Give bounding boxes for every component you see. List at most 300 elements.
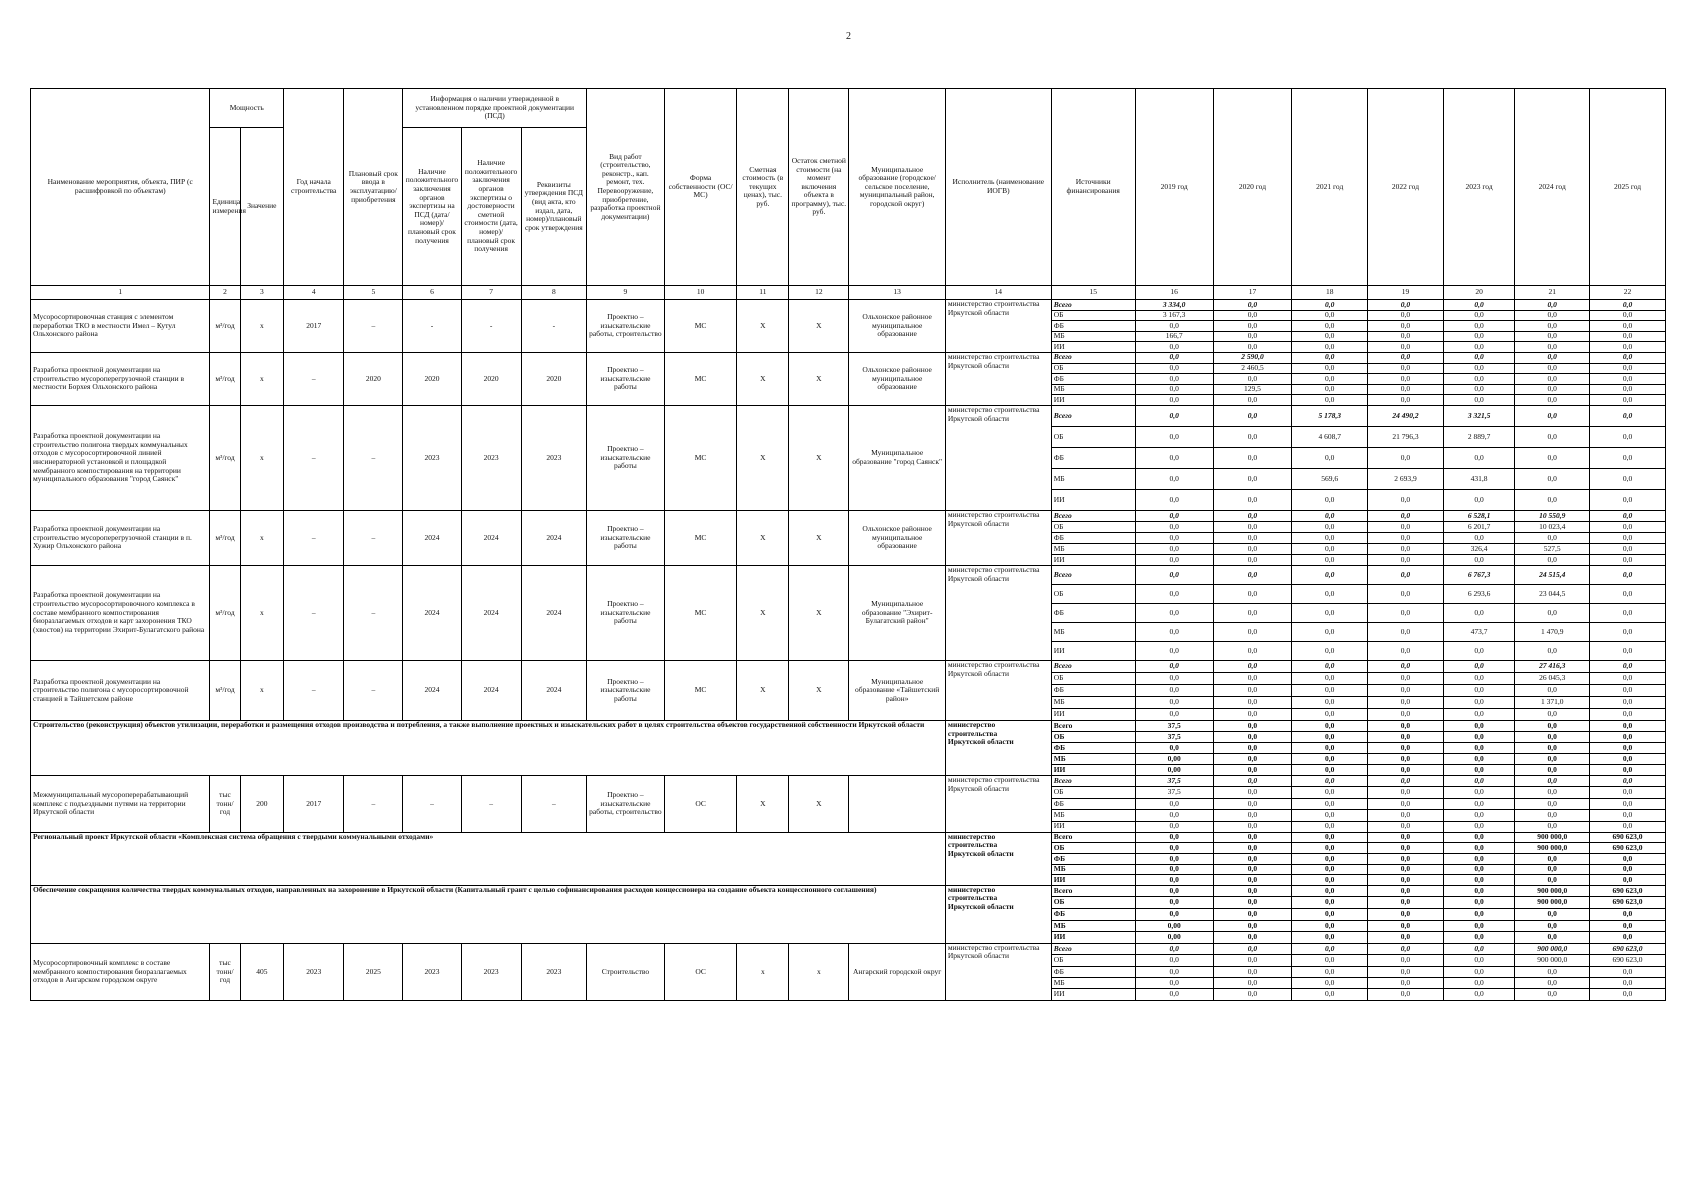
year-amount: 0,0 (1292, 875, 1368, 886)
year-amount: 6 201,7 (1443, 521, 1515, 532)
year-amount: 0,0 (1515, 787, 1590, 798)
year-amount: 0,0 (1368, 932, 1444, 944)
year-amount: 0,0 (1590, 684, 1666, 696)
year-amount: 0,0 (1590, 584, 1666, 603)
year-amount: 0,0 (1292, 966, 1368, 977)
remain-cell: Х (789, 352, 849, 405)
column-index: 14 (945, 286, 1051, 300)
unit-cell: м³/год (210, 352, 240, 405)
year-amount: 0,0 (1135, 426, 1213, 447)
year-amount: 0,0 (1292, 854, 1368, 865)
col-executor-header: Исполнитель (наименование ИОГВ) (945, 89, 1051, 286)
psd-details-cell: 2023 (521, 943, 586, 1000)
year-amount: 0,0 (1213, 510, 1292, 521)
table-row (31, 775, 1666, 786)
col-year-header: 2023 год (1443, 89, 1515, 286)
year-amount: 3 334,0 (1135, 300, 1213, 311)
year-amount: 0,0 (1213, 864, 1292, 875)
year-amount: 0,0 (1515, 447, 1590, 468)
year-amount: 0,0 (1443, 978, 1515, 989)
municipality-cell: Муниципальное образование «Тайшетский район» (849, 660, 945, 720)
year-amount: 0,0 (1135, 321, 1213, 332)
year-amount: 0,0 (1590, 395, 1666, 406)
year-amount: 0,0 (1590, 932, 1666, 944)
year-amount: 0,0 (1213, 554, 1292, 565)
year-amount: 0,0 (1368, 943, 1444, 954)
funding-source: ФБ (1051, 603, 1135, 622)
object-name: Разработка проектной документации на строительство полигона твердых коммунальных отходов с мусоросортировочной линией инсинераторной установкой и площадкой мембранного компостирования на территории муниципального образования "город Саянск" (31, 405, 210, 510)
funding-source: ИИ (1051, 932, 1135, 944)
funding-source: МБ (1051, 468, 1135, 489)
program-table (30, 88, 1666, 1001)
funding-source: Всего (1051, 510, 1135, 521)
year-amount: 0,0 (1590, 989, 1666, 1000)
psd-reliability-cell: 2024 (461, 660, 521, 720)
year-amount: 0,0 (1368, 543, 1444, 554)
year-amount: 0,0 (1590, 875, 1666, 886)
year-amount: 0,0 (1515, 384, 1590, 395)
year-amount: 0,0 (1135, 554, 1213, 565)
funding-source: МБ (1051, 543, 1135, 554)
year-amount: 0,0 (1443, 955, 1515, 966)
year-amount: 0,0 (1443, 989, 1515, 1000)
year-amount: 0,0 (1515, 405, 1590, 426)
year-amount: 5 178,3 (1292, 405, 1368, 426)
year-amount: 0,0 (1443, 920, 1515, 932)
funding-source: Всего (1051, 352, 1135, 363)
work-type-cell: Проектно – изыскательские работы, строительство (587, 300, 665, 353)
planned-term-cell: – (344, 405, 403, 510)
unit-cell: м³/год (210, 565, 240, 660)
year-amount: 0,0 (1368, 532, 1444, 543)
psd-details-cell: 2020 (521, 352, 586, 405)
year-amount: 0,0 (1213, 787, 1292, 798)
year-amount: 0,0 (1292, 821, 1368, 832)
year-amount: 0,0 (1443, 720, 1515, 731)
year-amount: 0,0 (1213, 300, 1292, 311)
year-amount: 0,0 (1213, 897, 1292, 909)
year-amount: 0,00 (1135, 764, 1213, 775)
funding-source: МБ (1051, 864, 1135, 875)
year-amount: 3 321,5 (1443, 405, 1515, 426)
year-amount: 0,0 (1590, 864, 1666, 875)
funding-source: Всего (1051, 405, 1135, 426)
year-amount: 0,0 (1590, 310, 1666, 321)
cost-cell: Х (737, 510, 789, 565)
year-amount: 0,0 (1515, 468, 1590, 489)
year-amount: 0,0 (1368, 966, 1444, 977)
year-amount: 0,0 (1292, 897, 1368, 909)
year-amount: 0,0 (1443, 731, 1515, 742)
year-amount: 0,0 (1135, 684, 1213, 696)
year-amount: 0,0 (1443, 810, 1515, 821)
funding-source: ИИ (1051, 554, 1135, 565)
year-amount: 0,0 (1135, 641, 1213, 660)
year-amount: 0,0 (1368, 854, 1444, 865)
unit-cell: м³/год (210, 660, 240, 720)
year-amount: 0,0 (1515, 708, 1590, 720)
year-amount: 0,0 (1515, 920, 1590, 932)
year-amount: 690 623,0 (1590, 897, 1666, 909)
executor-cell: министерство строительства Иркутской области (945, 660, 1051, 720)
col-year-start-header: Год начала строительства (284, 89, 344, 286)
year-amount: 0,0 (1443, 384, 1515, 395)
executor-cell: министерство строительства Иркутской области (945, 885, 1051, 943)
column-index: 15 (1051, 286, 1135, 300)
funding-source: ФБ (1051, 742, 1135, 753)
year-amount: 0,0 (1590, 920, 1666, 932)
funding-source: ИИ (1051, 708, 1135, 720)
year-start-cell: 2017 (284, 300, 344, 353)
year-amount: 0,0 (1443, 641, 1515, 660)
year-amount: 0,0 (1368, 510, 1444, 521)
executor-cell: министерство строительства Иркутской области (945, 352, 1051, 405)
year-amount: 0,0 (1292, 943, 1368, 954)
year-amount: 0,0 (1590, 521, 1666, 532)
year-amount: 0,0 (1292, 641, 1368, 660)
year-amount: 0,0 (1590, 978, 1666, 989)
ownership-cell: МС (664, 352, 737, 405)
planned-term-cell: 2020 (344, 352, 403, 405)
year-amount: 0,0 (1443, 864, 1515, 875)
year-amount: 23 044,5 (1515, 584, 1590, 603)
year-amount: 900 000,0 (1515, 885, 1590, 897)
funding-source: ФБ (1051, 321, 1135, 332)
psd-details-cell: 2023 (521, 405, 586, 510)
psd-expertise-cell: 2023 (403, 405, 461, 510)
year-amount: 0,0 (1443, 395, 1515, 406)
unit-cell: тыс тонн/год (210, 943, 240, 1000)
municipality-cell: Ольхонское районное муниципальное образование (849, 300, 945, 353)
year-amount: 0,0 (1443, 352, 1515, 363)
year-amount: 0,0 (1443, 943, 1515, 954)
year-amount: 0,0 (1515, 720, 1590, 731)
funding-source: Всего (1051, 832, 1135, 843)
work-type-cell: Проектно – изыскательские работы (587, 352, 665, 405)
funding-source: Всего (1051, 885, 1135, 897)
table-row (31, 405, 1666, 426)
col-capacity-header: Мощность (210, 89, 284, 128)
col-sources-header: Источники финансирования (1051, 89, 1135, 286)
year-amount: 0,0 (1368, 753, 1444, 764)
year-amount: 0,0 (1515, 854, 1590, 865)
psd-expertise-cell: 2023 (403, 943, 461, 1000)
year-amount: 0,0 (1135, 622, 1213, 641)
year-amount: 0,0 (1213, 966, 1292, 977)
funding-source: ФБ (1051, 798, 1135, 809)
year-start-cell: – (284, 352, 344, 405)
year-amount: 0,0 (1135, 810, 1213, 821)
year-amount: 0,0 (1213, 532, 1292, 543)
psd-reliability-cell: 2020 (461, 352, 521, 405)
year-amount: 0,0 (1292, 864, 1368, 875)
year-amount: 0,0 (1292, 384, 1368, 395)
executor-cell: министерство строительства Иркутской области (945, 565, 1051, 660)
year-amount: 0,0 (1292, 374, 1368, 385)
year-amount: 0,0 (1292, 775, 1368, 786)
year-amount: 0,0 (1515, 875, 1590, 886)
year-amount: 0,0 (1590, 731, 1666, 742)
year-amount: 0,0 (1292, 447, 1368, 468)
year-amount: 0,0 (1135, 885, 1213, 897)
year-amount: 0,0 (1213, 584, 1292, 603)
ownership-cell: МС (664, 510, 737, 565)
column-index: 20 (1443, 286, 1515, 300)
year-amount: 0,0 (1213, 310, 1292, 321)
year-amount: 0,0 (1292, 810, 1368, 821)
column-index: 22 (1590, 286, 1666, 300)
value-cell: 200 (240, 775, 284, 832)
year-amount: 0,0 (1135, 843, 1213, 854)
year-amount: 0,0 (1590, 489, 1666, 510)
year-amount: 0,0 (1368, 331, 1444, 342)
year-amount: 0,0 (1213, 426, 1292, 447)
remain-cell: Х (789, 565, 849, 660)
year-amount: 0,0 (1368, 989, 1444, 1000)
year-amount: 0,0 (1515, 821, 1590, 832)
year-amount: 0,0 (1135, 584, 1213, 603)
year-amount: 0,0 (1590, 720, 1666, 731)
year-amount: 0,0 (1590, 468, 1666, 489)
col-psd-details-header: Реквизиты утверждения ПСД (вид акта, кто издал, дата, номер)/плановый срок утверждения (521, 128, 586, 286)
funding-source: ИИ (1051, 821, 1135, 832)
table-row (31, 565, 1666, 584)
year-amount: 0,0 (1515, 864, 1590, 875)
column-index: 10 (664, 286, 737, 300)
year-amount: 0,0 (1515, 603, 1590, 622)
year-amount: 10 550,9 (1515, 510, 1590, 521)
year-amount: 0,0 (1443, 363, 1515, 374)
municipality-cell: Муниципальное образование "Эхирит-Булагатский район" (849, 565, 945, 660)
year-amount: 0,0 (1590, 363, 1666, 374)
year-amount: 0,0 (1368, 641, 1444, 660)
year-amount: 0,0 (1515, 363, 1590, 374)
year-amount: 0,0 (1368, 764, 1444, 775)
year-amount: 0,0 (1515, 753, 1590, 764)
year-amount: 0,0 (1368, 720, 1444, 731)
year-amount: 0,0 (1368, 622, 1444, 641)
year-amount: 0,0 (1213, 832, 1292, 843)
section-title: Строительство (реконструкция) объектов утилизации, переработки и размещения отходов производства и потребления, а также выполнение проектных и изыскательских работ в целях строительства объектов государственной собственности Иркутской области (31, 720, 946, 775)
year-amount: 0,0 (1213, 875, 1292, 886)
funding-source: ОБ (1051, 731, 1135, 742)
year-amount: 0,0 (1135, 742, 1213, 753)
column-index: 21 (1515, 286, 1590, 300)
unit-cell: м³/год (210, 405, 240, 510)
year-amount: 0,0 (1515, 775, 1590, 786)
municipality-cell: Ангарский городской округ (849, 943, 945, 1000)
year-amount: 0,0 (1590, 426, 1666, 447)
year-amount: 0,0 (1135, 352, 1213, 363)
cost-cell: Х (737, 660, 789, 720)
year-amount: 0,0 (1515, 331, 1590, 342)
funding-source: ФБ (1051, 532, 1135, 543)
municipality-cell: Муниципальное образование "город Саянск" (849, 405, 945, 510)
psd-reliability-cell: - (461, 300, 521, 353)
year-amount: 0,0 (1443, 798, 1515, 809)
municipality-cell: Ольхонское районное муниципальное образование (849, 510, 945, 565)
funding-source: МБ (1051, 753, 1135, 764)
column-index: 5 (344, 286, 403, 300)
funding-source: Всего (1051, 775, 1135, 786)
year-amount: 527,5 (1515, 543, 1590, 554)
planned-term-cell: – (344, 565, 403, 660)
col-year-header: 2019 год (1135, 89, 1213, 286)
year-amount: 0,00 (1135, 920, 1213, 932)
object-name: Межмуниципальный мусороперерабатывающий комплекс с подъездными путями на территории Иркутской области (31, 775, 210, 832)
year-amount: 0,0 (1213, 764, 1292, 775)
year-amount: 0,0 (1368, 352, 1444, 363)
year-amount: 0,0 (1443, 447, 1515, 468)
year-amount: 0,0 (1135, 405, 1213, 426)
psd-details-cell: - (521, 300, 586, 353)
year-amount: 0,0 (1443, 854, 1515, 865)
year-amount: 0,0 (1368, 787, 1444, 798)
municipality-cell: Ольхонское районное муниципальное образование (849, 352, 945, 405)
planned-term-cell: – (344, 775, 403, 832)
year-amount: 0,0 (1213, 810, 1292, 821)
remain-cell: Х (789, 510, 849, 565)
year-amount: 0,0 (1515, 395, 1590, 406)
year-amount: 0,0 (1590, 787, 1666, 798)
year-amount: 0,0 (1213, 708, 1292, 720)
year-amount: 0,0 (1213, 489, 1292, 510)
year-amount: 0,0 (1368, 310, 1444, 321)
year-amount: 1 470,9 (1515, 622, 1590, 641)
year-amount: 0,0 (1590, 966, 1666, 977)
cost-cell: Х (737, 775, 789, 832)
col-year-header: 2022 год (1368, 89, 1444, 286)
year-amount: 0,00 (1135, 932, 1213, 944)
year-amount: 0,0 (1135, 966, 1213, 977)
year-amount: 0,0 (1590, 510, 1666, 521)
year-amount: 0,0 (1515, 742, 1590, 753)
year-amount: 0,0 (1135, 875, 1213, 886)
year-amount: 0,0 (1515, 342, 1590, 353)
object-name: Разработка проектной документации на строительство мусоросортировочного комплекса в составе мембранного компостирования биоразлагаемых отходов и карт захоронения ТКО (хвостов) на территории Эхирит-Булагатского района (31, 565, 210, 660)
psd-reliability-cell: 2023 (461, 943, 521, 1000)
funding-source: ОБ (1051, 955, 1135, 966)
year-amount: 0,0 (1135, 363, 1213, 374)
year-amount: 0,0 (1515, 989, 1590, 1000)
year-amount: 900 000,0 (1515, 843, 1590, 854)
funding-source: Всего (1051, 565, 1135, 584)
year-amount: 0,00 (1135, 753, 1213, 764)
year-amount: 0,0 (1292, 554, 1368, 565)
year-amount: 0,0 (1292, 684, 1368, 696)
ownership-cell: МС (664, 405, 737, 510)
table-row (31, 660, 1666, 672)
col-cost-header: Сметная стоимость (в текущих ценах), тыс. руб. (737, 89, 789, 286)
column-index: 2 (210, 286, 240, 300)
year-amount: 0,0 (1368, 384, 1444, 395)
year-amount: 0,0 (1292, 565, 1368, 584)
year-amount: 690 623,0 (1590, 955, 1666, 966)
psd-details-cell: 2024 (521, 510, 586, 565)
year-amount: 0,0 (1515, 374, 1590, 385)
cost-cell: Х (737, 565, 789, 660)
year-amount: 569,6 (1292, 468, 1368, 489)
year-amount: 0,0 (1443, 909, 1515, 921)
table-row (31, 510, 1666, 521)
psd-reliability-cell: 2024 (461, 510, 521, 565)
year-amount: 0,0 (1292, 989, 1368, 1000)
funding-source: ИИ (1051, 764, 1135, 775)
year-amount: 0,0 (1515, 764, 1590, 775)
funding-source: ОБ (1051, 897, 1135, 909)
year-amount: 0,0 (1515, 300, 1590, 311)
year-amount: 326,4 (1443, 543, 1515, 554)
year-amount: 0,0 (1213, 920, 1292, 932)
funding-source: ОБ (1051, 426, 1135, 447)
year-amount: 900 000,0 (1515, 832, 1590, 843)
year-amount: 0,0 (1368, 521, 1444, 532)
year-amount: 0,0 (1368, 832, 1444, 843)
year-amount: 0,0 (1515, 310, 1590, 321)
year-amount: 0,0 (1292, 489, 1368, 510)
year-amount: 0,0 (1213, 374, 1292, 385)
year-amount: 690 623,0 (1590, 843, 1666, 854)
year-amount: 0,0 (1368, 684, 1444, 696)
year-amount: 0,0 (1590, 821, 1666, 832)
ownership-cell: МС (664, 660, 737, 720)
psd-expertise-cell: 2024 (403, 565, 461, 660)
year-amount: 0,0 (1590, 374, 1666, 385)
year-amount: 0,0 (1135, 532, 1213, 543)
year-amount: 0,0 (1213, 989, 1292, 1000)
col-municipality-header: Муниципальное образование (городское/сельское поселение, муниципальный район, городской округ) (849, 89, 945, 286)
year-amount: 0,0 (1443, 300, 1515, 311)
year-amount: 0,0 (1213, 932, 1292, 944)
year-amount: 0,0 (1213, 342, 1292, 353)
year-amount: 0,0 (1292, 310, 1368, 321)
year-amount: 0,0 (1135, 708, 1213, 720)
year-amount: 0,0 (1368, 909, 1444, 921)
year-amount: 0,0 (1368, 447, 1444, 468)
year-amount: 0,0 (1292, 832, 1368, 843)
remain-cell: Х (789, 775, 849, 832)
year-amount: 0,0 (1292, 696, 1368, 708)
year-amount: 0,0 (1368, 696, 1444, 708)
funding-source: ОБ (1051, 521, 1135, 532)
year-amount: 0,0 (1292, 798, 1368, 809)
executor-cell: министерство строительства Иркутской области (945, 832, 1051, 885)
year-amount: 0,0 (1213, 742, 1292, 753)
year-amount: 0,0 (1292, 660, 1368, 672)
year-amount: 0,0 (1135, 832, 1213, 843)
year-amount: 0,0 (1515, 554, 1590, 565)
year-amount: 0,0 (1368, 342, 1444, 353)
year-amount: 0,0 (1213, 321, 1292, 332)
year-amount: 0,0 (1590, 775, 1666, 786)
year-amount: 0,0 (1590, 447, 1666, 468)
year-amount: 0,0 (1292, 352, 1368, 363)
year-amount: 0,0 (1368, 864, 1444, 875)
year-amount: 0,0 (1368, 708, 1444, 720)
remain-cell: Х (789, 660, 849, 720)
year-amount: 0,0 (1213, 909, 1292, 921)
section-title: Обеспечение сокращения количества твердых коммунальных отходов, направленных на захоронение в Иркутской области (Капитальный грант с целью софинансирования расходов концессионера на создание объекта концессионного соглашения) (31, 885, 946, 943)
executor-cell: министерство строительства Иркутской области (945, 510, 1051, 565)
year-amount: 0,0 (1443, 342, 1515, 353)
column-index-row (31, 286, 1666, 300)
year-amount: 0,0 (1135, 510, 1213, 521)
year-amount: 431,8 (1443, 468, 1515, 489)
year-start-cell: – (284, 660, 344, 720)
year-amount: 0,0 (1443, 764, 1515, 775)
psd-reliability-cell: 2024 (461, 565, 521, 660)
year-amount: 0,0 (1590, 543, 1666, 554)
